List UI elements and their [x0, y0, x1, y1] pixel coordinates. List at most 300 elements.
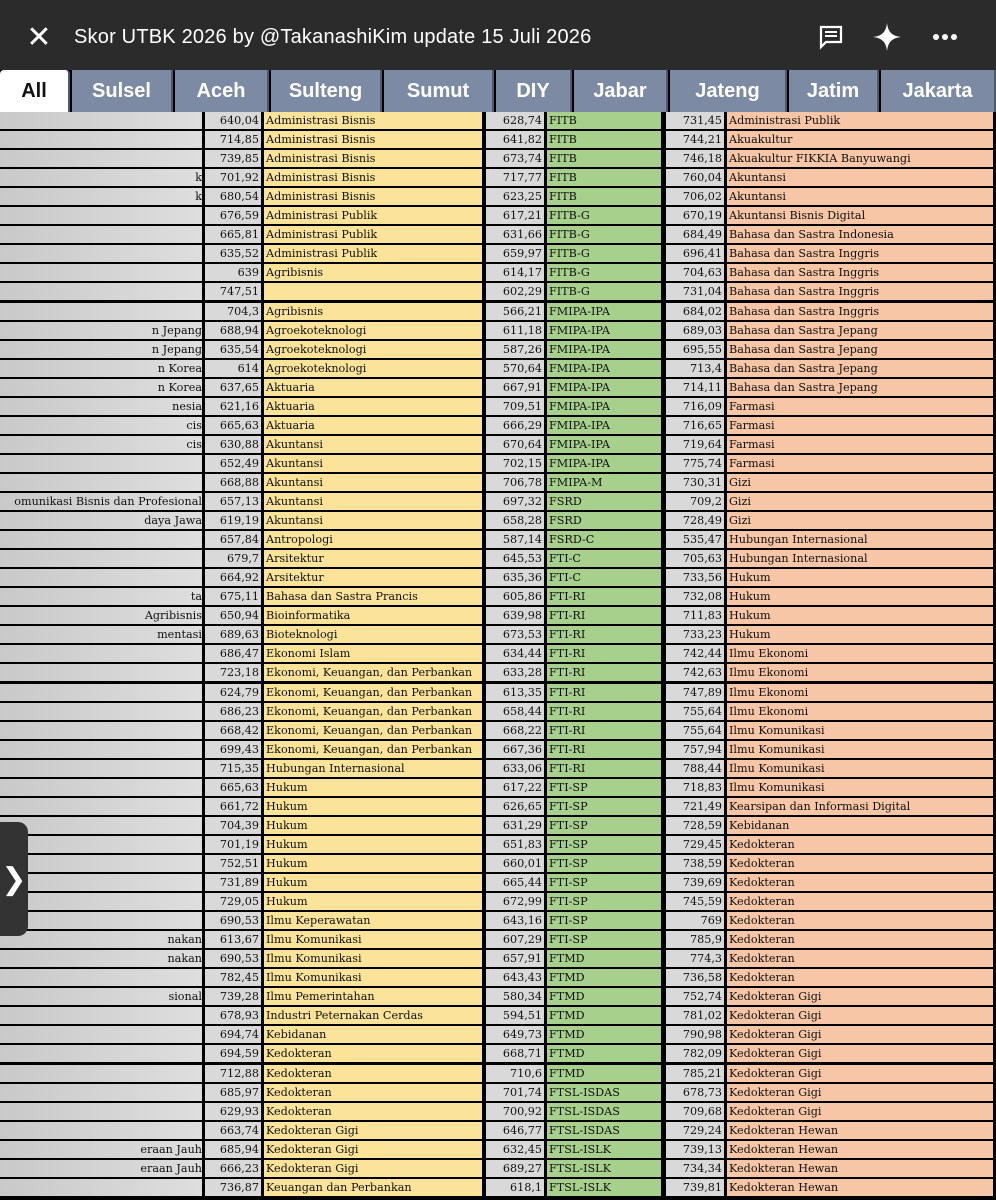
program-name-cell[interactable] [0, 455, 202, 472]
score-cell[interactable]: 617,22 [486, 779, 544, 796]
score-cell[interactable]: 639,98 [486, 607, 544, 624]
score-cell[interactable]: 666,29 [486, 417, 544, 434]
score-cell[interactable]: 668,42 [205, 722, 261, 739]
score-cell[interactable]: 694,74 [205, 1026, 261, 1043]
score-cell[interactable]: 709,2 [666, 493, 724, 510]
score-cell[interactable]: 728,49 [666, 512, 724, 529]
score-cell[interactable]: 713,4 [666, 360, 724, 377]
faculty-cell[interactable]: FTSL-ISLK [547, 1179, 661, 1196]
score-cell[interactable]: 752,74 [666, 988, 724, 1005]
program-name-cell[interactable] [0, 588, 202, 605]
score-cell[interactable]: 699,43 [205, 741, 261, 758]
program-name-cell[interactable] [0, 1103, 202, 1120]
program-name-cell[interactable] [0, 360, 202, 377]
score-cell[interactable]: 665,63 [205, 779, 261, 796]
program-name-cell[interactable] [0, 226, 202, 243]
faculty-cell[interactable]: FITB [547, 131, 661, 148]
program-name-cell[interactable]: Bahasa dan Sastra Indonesia [727, 226, 993, 243]
score-cell[interactable]: 635,54 [205, 341, 261, 358]
score-cell[interactable]: 678,73 [666, 1084, 724, 1101]
program-name-cell[interactable]: Agroekoteknologi [264, 360, 482, 377]
score-cell[interactable]: 686,47 [205, 645, 261, 662]
program-name-cell[interactable]: Kedokteran [727, 950, 993, 967]
program-name-cell[interactable]: Kedokteran Gigi [727, 1007, 993, 1024]
program-name-cell[interactable]: Arsitektur [264, 569, 482, 586]
program-name-cell[interactable] [0, 245, 202, 262]
faculty-cell[interactable]: FMIPA-IPA [547, 303, 661, 320]
score-cell[interactable]: 706,02 [666, 188, 724, 205]
program-name-cell[interactable] [0, 1141, 202, 1158]
score-cell[interactable]: 613,67 [205, 931, 261, 948]
program-name-cell[interactable] [0, 131, 202, 148]
program-name-cell[interactable]: Administrasi Bisnis [264, 150, 482, 167]
faculty-cell[interactable]: FMIPA-M [547, 474, 661, 491]
score-cell[interactable]: 729,45 [666, 836, 724, 853]
program-name-cell[interactable]: Bahasa dan Sastra Inggris [727, 303, 993, 320]
score-cell[interactable]: 704,63 [666, 264, 724, 281]
program-name-cell[interactable] [0, 1160, 202, 1177]
program-name-cell[interactable]: Kedokteran [264, 1065, 482, 1082]
faculty-cell[interactable]: FITB [547, 169, 661, 186]
score-cell[interactable]: 650,94 [205, 607, 261, 624]
score-cell[interactable]: 706,78 [486, 474, 544, 491]
program-name-cell[interactable]: Keuangan dan Perbankan [264, 1179, 482, 1196]
faculty-cell[interactable]: FITB [547, 150, 661, 167]
score-cell[interactable]: 657,91 [486, 950, 544, 967]
score-cell[interactable]: 668,88 [205, 474, 261, 491]
score-cell[interactable]: 658,28 [486, 512, 544, 529]
score-cell[interactable]: 732,08 [666, 588, 724, 605]
program-name-cell[interactable]: Bahasa dan Sastra Jepang [727, 360, 993, 377]
faculty-cell[interactable]: FMIPA-IPA [547, 455, 661, 472]
program-name-cell[interactable]: Akuntansi [264, 436, 482, 453]
faculty-cell[interactable]: FTI-SP [547, 931, 661, 948]
program-name-cell[interactable] [0, 645, 202, 662]
program-name-cell[interactable] [0, 207, 202, 224]
faculty-cell[interactable]: FTI-C [547, 550, 661, 567]
score-cell[interactable]: 665,81 [205, 226, 261, 243]
faculty-cell[interactable]: FTI-RI [547, 588, 661, 605]
score-cell[interactable]: 729,05 [205, 893, 261, 910]
program-name-cell[interactable] [0, 722, 202, 739]
faculty-cell[interactable]: FTI-RI [547, 607, 661, 624]
score-cell[interactable]: 774,3 [666, 950, 724, 967]
program-name-cell[interactable]: Kedokteran Gigi [264, 1160, 482, 1177]
score-cell[interactable]: 689,03 [666, 322, 724, 339]
program-name-cell[interactable]: Kedokteran Gigi [727, 1065, 993, 1082]
program-name-cell[interactable]: Kedokteran Gigi [264, 1122, 482, 1139]
score-cell[interactable]: 694,59 [205, 1045, 261, 1062]
score-cell[interactable]: 649,73 [486, 1026, 544, 1043]
program-name-cell[interactable]: Bahasa dan Sastra Inggris [727, 283, 993, 300]
program-name-cell[interactable]: Gizi [727, 512, 993, 529]
program-name-cell[interactable]: Farmasi [727, 436, 993, 453]
score-cell[interactable]: 738,59 [666, 855, 724, 872]
program-name-cell[interactable]: Administrasi Publik [264, 207, 482, 224]
program-name-cell[interactable]: Administrasi Bisnis [264, 169, 482, 186]
score-cell[interactable]: 790,98 [666, 1026, 724, 1043]
score-cell[interactable]: 637,65 [205, 379, 261, 396]
faculty-cell[interactable]: FTMD [547, 1026, 661, 1043]
program-name-cell[interactable]: Hubungan Internasional [727, 550, 993, 567]
program-name-cell[interactable]: Ilmu Ekonomi [727, 645, 993, 662]
score-cell[interactable]: 667,91 [486, 379, 544, 396]
program-name-cell[interactable]: Akuntansi [264, 493, 482, 510]
score-cell[interactable]: 769 [666, 912, 724, 929]
score-cell[interactable]: 661,72 [205, 798, 261, 815]
score-cell[interactable]: 587,26 [486, 341, 544, 358]
score-cell[interactable]: 643,16 [486, 912, 544, 929]
program-name-cell[interactable]: Hukum [264, 874, 482, 891]
score-cell[interactable]: 689,63 [205, 626, 261, 643]
faculty-cell[interactable]: FMIPA-IPA [547, 341, 661, 358]
program-name-cell[interactable] [0, 550, 202, 567]
score-cell[interactable]: 736,87 [205, 1179, 261, 1196]
score-cell[interactable]: 686,23 [205, 703, 261, 720]
score-cell[interactable]: 719,64 [666, 436, 724, 453]
score-cell[interactable]: 664,92 [205, 569, 261, 586]
comment-icon[interactable] [816, 22, 846, 52]
faculty-cell[interactable]: FTMD [547, 1045, 661, 1062]
program-name-cell[interactable] [0, 531, 202, 548]
score-cell[interactable]: 742,63 [666, 664, 724, 681]
score-cell[interactable]: 739,81 [666, 1179, 724, 1196]
program-name-cell[interactable]: Bahasa dan Sastra Jepang [727, 322, 993, 339]
score-cell[interactable]: 602,29 [486, 283, 544, 300]
score-cell[interactable]: 672,99 [486, 893, 544, 910]
tab-all[interactable]: All [0, 70, 70, 112]
faculty-cell[interactable]: FTI-SP [547, 874, 661, 891]
close-icon[interactable]: ✕ [26, 19, 52, 55]
score-cell[interactable]: 617,21 [486, 207, 544, 224]
score-cell[interactable]: 678,93 [205, 1007, 261, 1024]
score-cell[interactable]: 570,64 [486, 360, 544, 377]
score-cell[interactable]: 755,64 [666, 703, 724, 720]
faculty-cell[interactable]: FITB-G [547, 283, 661, 300]
faculty-cell[interactable]: FTI-RI [547, 760, 661, 777]
program-name-cell[interactable]: Kedokteran [727, 912, 993, 929]
program-name-cell[interactable]: Administrasi Publik [264, 245, 482, 262]
score-cell[interactable]: 711,83 [666, 607, 724, 624]
score-cell[interactable]: 734,34 [666, 1160, 724, 1177]
score-cell[interactable]: 709,51 [486, 398, 544, 415]
program-name-cell[interactable]: Bioteknologi [264, 626, 482, 643]
program-name-cell[interactable] [0, 264, 202, 281]
score-cell[interactable]: 673,53 [486, 626, 544, 643]
score-cell[interactable]: 666,23 [205, 1160, 261, 1177]
score-cell[interactable]: 710,6 [486, 1065, 544, 1082]
program-name-cell[interactable] [0, 626, 202, 643]
score-cell[interactable]: 614 [205, 360, 261, 377]
program-name-cell[interactable] [0, 1007, 202, 1024]
score-cell[interactable]: 652,49 [205, 455, 261, 472]
score-cell[interactable]: 665,44 [486, 874, 544, 891]
program-name-cell[interactable]: Farmasi [727, 455, 993, 472]
score-cell[interactable]: 566,21 [486, 303, 544, 320]
score-cell[interactable]: 641,82 [486, 131, 544, 148]
program-name-cell[interactable]: Kedokteran Hewan [727, 1141, 993, 1158]
score-cell[interactable]: 663,74 [205, 1122, 261, 1139]
score-cell[interactable]: 665,63 [205, 417, 261, 434]
score-cell[interactable]: 696,41 [666, 245, 724, 262]
program-name-cell[interactable]: Kedokteran Gigi [264, 1141, 482, 1158]
score-cell[interactable]: 660,01 [486, 855, 544, 872]
program-name-cell[interactable]: Kedokteran [264, 1045, 482, 1062]
score-cell[interactable]: 714,11 [666, 379, 724, 396]
program-name-cell[interactable] [0, 341, 202, 358]
faculty-cell[interactable]: FTI-C [547, 569, 661, 586]
program-name-cell[interactable]: Ilmu Komunikasi [727, 760, 993, 777]
program-name-cell[interactable]: Bahasa dan Sastra Jepang [727, 379, 993, 396]
tab-diy[interactable]: DIY [496, 70, 572, 112]
score-cell[interactable]: 684,49 [666, 226, 724, 243]
score-cell[interactable]: 757,94 [666, 741, 724, 758]
program-name-cell[interactable] [0, 950, 202, 967]
score-cell[interactable]: 675,11 [205, 588, 261, 605]
score-cell[interactable]: 690,53 [205, 950, 261, 967]
faculty-cell[interactable]: FTMD [547, 1065, 661, 1082]
program-name-cell[interactable] [0, 322, 202, 339]
program-name-cell[interactable]: Ilmu Komunikasi [727, 741, 993, 758]
score-cell[interactable]: 775,74 [666, 455, 724, 472]
score-cell[interactable]: 704,39 [205, 817, 261, 834]
score-cell[interactable]: 611,18 [486, 322, 544, 339]
score-cell[interactable]: 685,94 [205, 1141, 261, 1158]
program-name-cell[interactable]: Hukum [264, 798, 482, 815]
program-name-cell[interactable] [0, 303, 202, 320]
faculty-cell[interactable]: FTI-RI [547, 664, 661, 681]
program-name-cell[interactable] [0, 379, 202, 396]
program-name-cell[interactable] [0, 436, 202, 453]
sparkle-icon[interactable] [872, 22, 902, 52]
program-name-cell[interactable] [0, 607, 202, 624]
score-cell[interactable]: 781,02 [666, 1007, 724, 1024]
score-cell[interactable]: 709,68 [666, 1103, 724, 1120]
score-cell[interactable]: 731,45 [666, 112, 724, 129]
program-name-cell[interactable]: Administrasi Bisnis [264, 131, 482, 148]
program-name-cell[interactable] [0, 760, 202, 777]
program-name-cell[interactable]: Farmasi [727, 417, 993, 434]
score-cell[interactable]: 631,66 [486, 226, 544, 243]
program-name-cell[interactable] [264, 283, 482, 300]
program-name-cell[interactable]: Kedokteran Hewan [727, 1160, 993, 1177]
faculty-cell[interactable]: FTI-SP [547, 893, 661, 910]
program-name-cell[interactable]: Ilmu Pemerintahan [264, 988, 482, 1005]
program-name-cell[interactable]: Kedokteran Gigi [727, 1026, 993, 1043]
program-name-cell[interactable]: Akuntansi [727, 169, 993, 186]
program-name-cell[interactable]: Kedokteran [727, 969, 993, 986]
score-cell[interactable]: 729,24 [666, 1122, 724, 1139]
score-cell[interactable]: 659,97 [486, 245, 544, 262]
score-cell[interactable]: 633,28 [486, 664, 544, 681]
faculty-cell[interactable]: FTMD [547, 1007, 661, 1024]
faculty-cell[interactable]: FTI-RI [547, 684, 661, 701]
score-cell[interactable]: 658,44 [486, 703, 544, 720]
program-name-cell[interactable] [0, 741, 202, 758]
score-cell[interactable]: 535,47 [666, 531, 724, 548]
score-cell[interactable]: 752,51 [205, 855, 261, 872]
score-cell[interactable]: 594,51 [486, 1007, 544, 1024]
program-name-cell[interactable]: Hukum [264, 779, 482, 796]
score-cell[interactable]: 629,93 [205, 1103, 261, 1120]
score-cell[interactable]: 626,65 [486, 798, 544, 815]
more-icon[interactable] [930, 22, 960, 52]
program-name-cell[interactable]: Kedokteran Hewan [727, 1179, 993, 1196]
score-cell[interactable]: 742,44 [666, 645, 724, 662]
program-name-cell[interactable]: Agribisnis [264, 264, 482, 281]
program-name-cell[interactable]: Ekonomi, Keuangan, dan Perbankan [264, 684, 482, 701]
program-name-cell[interactable]: Bahasa dan Sastra Inggris [727, 245, 993, 262]
score-cell[interactable]: 717,77 [486, 169, 544, 186]
score-cell[interactable]: 667,36 [486, 741, 544, 758]
score-cell[interactable]: 651,83 [486, 836, 544, 853]
program-name-cell[interactable] [0, 1045, 202, 1062]
program-name-cell[interactable] [0, 836, 202, 853]
score-cell[interactable]: 744,21 [666, 131, 724, 148]
program-name-cell[interactable] [0, 1065, 202, 1082]
score-cell[interactable]: 733,23 [666, 626, 724, 643]
program-name-cell[interactable]: Ilmu Komunikasi [727, 779, 993, 796]
program-name-cell[interactable] [0, 474, 202, 491]
program-name-cell[interactable]: Kebidanan [727, 817, 993, 834]
program-name-cell[interactable] [0, 398, 202, 415]
score-cell[interactable]: 624,79 [205, 684, 261, 701]
program-name-cell[interactable]: Kedokteran Hewan [727, 1122, 993, 1139]
program-name-cell[interactable]: Ilmu Komunikasi [264, 969, 482, 986]
program-name-cell[interactable] [0, 417, 202, 434]
score-cell[interactable]: 633,06 [486, 760, 544, 777]
score-cell[interactable]: 701,19 [205, 836, 261, 853]
score-cell[interactable]: 702,15 [486, 455, 544, 472]
faculty-cell[interactable]: FTI-SP [547, 817, 661, 834]
program-name-cell[interactable]: Akuntansi [264, 455, 482, 472]
faculty-cell[interactable]: FTSL-ISLK [547, 1141, 661, 1158]
score-cell[interactable]: 705,63 [666, 550, 724, 567]
score-cell[interactable]: 628,74 [486, 112, 544, 129]
program-name-cell[interactable] [0, 512, 202, 529]
tab-sulteng[interactable]: Sulteng [271, 70, 382, 112]
score-cell[interactable]: 704,3 [205, 303, 261, 320]
faculty-cell[interactable]: FSRD [547, 512, 661, 529]
score-cell[interactable]: 619,19 [205, 512, 261, 529]
program-name-cell[interactable]: Hukum [264, 855, 482, 872]
score-cell[interactable]: 634,44 [486, 645, 544, 662]
faculty-cell[interactable]: FTI-SP [547, 855, 661, 872]
faculty-cell[interactable]: FMIPA-IPA [547, 398, 661, 415]
faculty-cell[interactable]: FITB-G [547, 264, 661, 281]
faculty-cell[interactable]: FMIPA-IPA [547, 379, 661, 396]
program-name-cell[interactable]: Arsitektur [264, 550, 482, 567]
score-cell[interactable]: 712,88 [205, 1065, 261, 1082]
score-cell[interactable]: 580,34 [486, 988, 544, 1005]
score-cell[interactable]: 731,04 [666, 283, 724, 300]
score-cell[interactable]: 760,04 [666, 169, 724, 186]
program-name-cell[interactable] [0, 150, 202, 167]
program-name-cell[interactable] [0, 283, 202, 300]
faculty-cell[interactable]: FITB-G [547, 226, 661, 243]
tab-jabar[interactable]: Jabar [574, 70, 668, 112]
program-name-cell[interactable] [0, 931, 202, 948]
faculty-cell[interactable]: FTMD [547, 969, 661, 986]
program-name-cell[interactable]: Agroekoteknologi [264, 341, 482, 358]
program-name-cell[interactable]: Kedokteran Gigi [727, 1045, 993, 1062]
faculty-cell[interactable]: FTMD [547, 988, 661, 1005]
tab-jateng[interactable]: Jateng [670, 70, 787, 112]
program-name-cell[interactable]: Ilmu Ekonomi [727, 664, 993, 681]
program-name-cell[interactable]: Hubungan Internasional [727, 531, 993, 548]
score-cell[interactable]: 701,74 [486, 1084, 544, 1101]
program-name-cell[interactable] [0, 1122, 202, 1139]
score-cell[interactable]: 630,88 [205, 436, 261, 453]
score-cell[interactable]: 739,13 [666, 1141, 724, 1158]
faculty-cell[interactable]: FMIPA-IPA [547, 417, 661, 434]
score-cell[interactable]: 697,32 [486, 493, 544, 510]
program-name-cell[interactable] [0, 988, 202, 1005]
program-name-cell[interactable]: Akuntansi Bisnis Digital [727, 207, 993, 224]
faculty-cell[interactable]: FITB-G [547, 207, 661, 224]
program-name-cell[interactable]: Hukum [727, 607, 993, 624]
program-name-cell[interactable]: Ilmu Komunikasi [264, 931, 482, 948]
program-name-cell[interactable]: Kedokteran [727, 836, 993, 853]
score-cell[interactable]: 618,1 [486, 1179, 544, 1196]
program-name-cell[interactable]: Kedokteran [727, 855, 993, 872]
score-cell[interactable]: 716,09 [666, 398, 724, 415]
score-cell[interactable]: 623,25 [486, 188, 544, 205]
score-cell[interactable]: 673,74 [486, 150, 544, 167]
program-name-cell[interactable]: Kedokteran Gigi [727, 988, 993, 1005]
program-name-cell[interactable]: Hubungan Internasional [264, 760, 482, 777]
program-name-cell[interactable]: Gizi [727, 493, 993, 510]
program-name-cell[interactable] [0, 169, 202, 186]
faculty-cell[interactable]: FTI-RI [547, 703, 661, 720]
program-name-cell[interactable]: Akuntansi [264, 474, 482, 491]
program-name-cell[interactable] [0, 798, 202, 815]
score-cell[interactable]: 657,13 [205, 493, 261, 510]
score-cell[interactable]: 723,18 [205, 664, 261, 681]
program-name-cell[interactable]: Ekonomi, Keuangan, dan Perbankan [264, 703, 482, 720]
program-name-cell[interactable]: Bahasa dan Sastra Inggris [727, 264, 993, 281]
score-cell[interactable]: 782,09 [666, 1045, 724, 1062]
score-cell[interactable]: 676,59 [205, 207, 261, 224]
score-cell[interactable]: 701,92 [205, 169, 261, 186]
program-name-cell[interactable]: Aktuaria [264, 379, 482, 396]
score-cell[interactable]: 747,89 [666, 684, 724, 701]
score-cell[interactable]: 643,43 [486, 969, 544, 986]
score-cell[interactable]: 736,58 [666, 969, 724, 986]
score-cell[interactable]: 747,51 [205, 283, 261, 300]
score-cell[interactable]: 782,45 [205, 969, 261, 986]
program-name-cell[interactable] [0, 874, 202, 891]
tab-jakarta[interactable]: Jakarta [881, 70, 996, 112]
program-name-cell[interactable] [0, 112, 202, 129]
program-name-cell[interactable]: Kedokteran [727, 893, 993, 910]
faculty-cell[interactable]: FTI-SP [547, 836, 661, 853]
program-name-cell[interactable] [0, 1084, 202, 1101]
program-name-cell[interactable]: Ilmu Ekonomi [727, 703, 993, 720]
faculty-cell[interactable]: FTSL-ISDAS [547, 1084, 661, 1101]
score-cell[interactable]: 670,19 [666, 207, 724, 224]
faculty-cell[interactable]: FSRD-C [547, 531, 661, 548]
program-name-cell[interactable]: Ilmu Komunikasi [264, 950, 482, 967]
program-name-cell[interactable]: Aktuaria [264, 417, 482, 434]
program-name-cell[interactable]: Ilmu Ekonomi [727, 684, 993, 701]
program-name-cell[interactable] [0, 969, 202, 986]
program-name-cell[interactable]: Ekonomi, Keuangan, dan Perbankan [264, 722, 482, 739]
score-cell[interactable]: 607,29 [486, 931, 544, 948]
program-name-cell[interactable]: Bahasa dan Sastra Prancis [264, 588, 482, 605]
program-name-cell[interactable]: Kedokteran Gigi [727, 1084, 993, 1101]
score-cell[interactable]: 684,02 [666, 303, 724, 320]
